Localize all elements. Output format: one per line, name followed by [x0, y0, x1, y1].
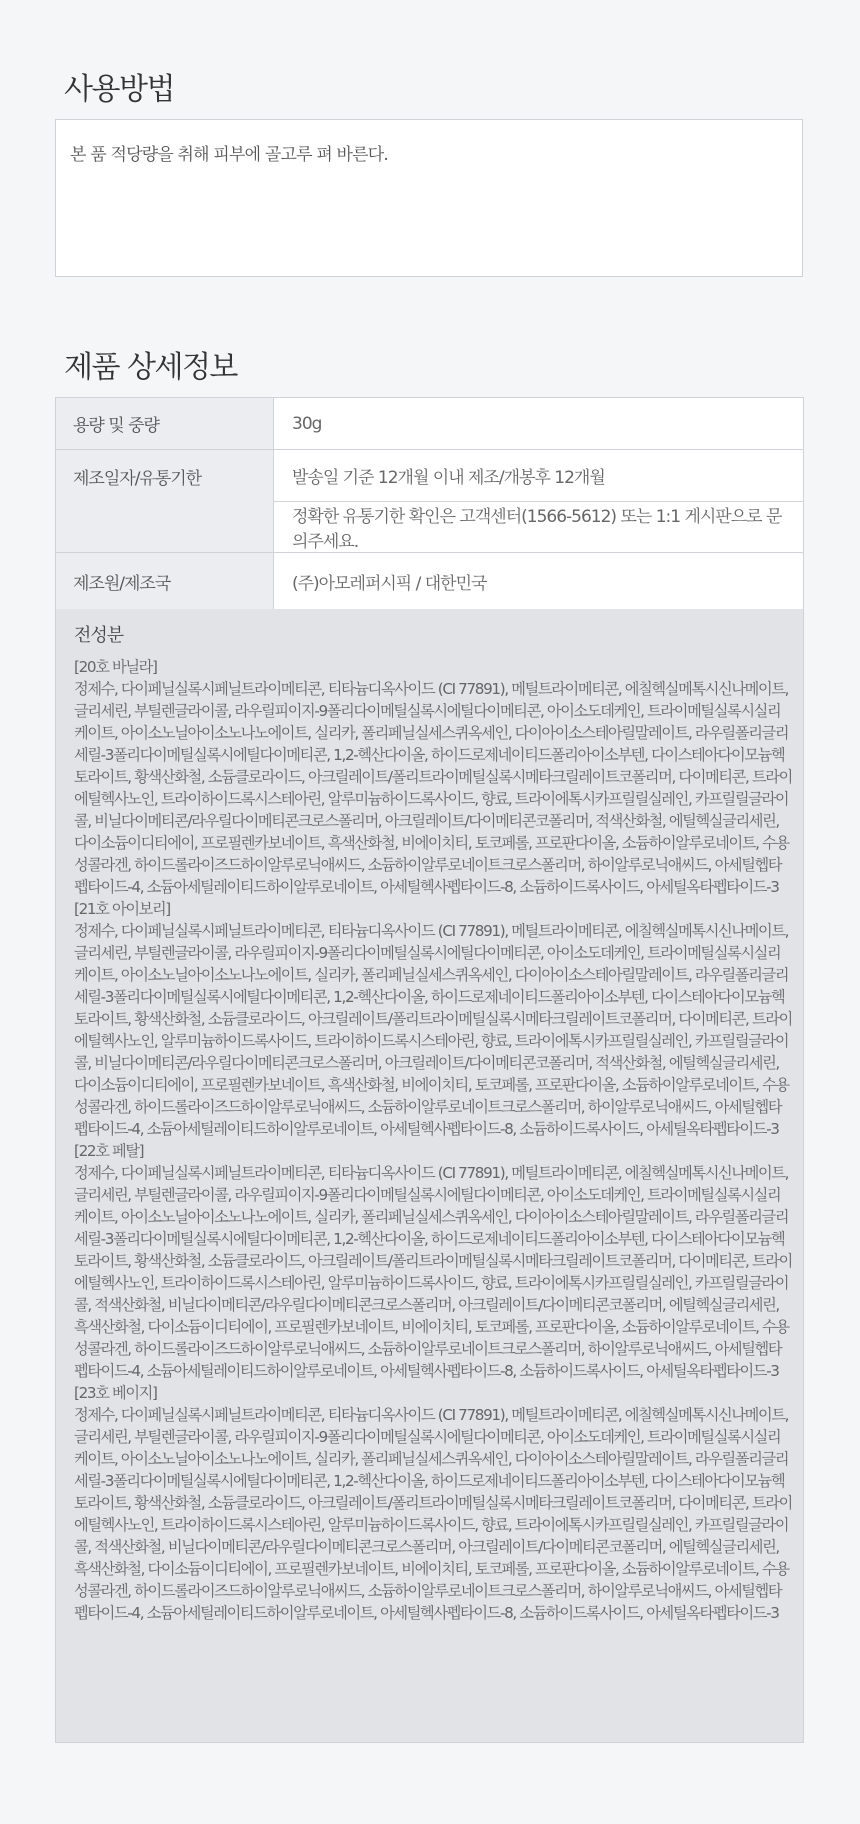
manufacturer-label: 제조원/제조국	[56, 553, 274, 610]
capacity-value: 30g	[274, 398, 804, 450]
ingredient-shade-name: [20호 바닐라]	[74, 658, 157, 676]
usage-box	[55, 119, 803, 277]
ingredient-shade-name: [21호 아이보리]	[74, 900, 170, 918]
ingredient-list-text: 정제수, 다이페닐실록시페닐트라이메티콘, 티타늄디옥사이드 (CI 77891), 메틸트라이메티콘, 에칠헥실메톡시신나메이트, 글리세린, 부틸렌글라이콜, 라우릴피이지-9폴리다이메틸실록시에틸다이메티콘, 아이소도데케인, 트라이메틸실록시실리케이트, 아이소노닐아이소노나노에이트, 실리카, 폴리페닐실세스퀴옥세인, 다이아이소스테아릴말레이트, 라우릴폴리글리세릴-3폴리다이메틸실록시에틸다이메티콘, 1,2-헥산다이올, 하이드로제네이티드폴리아이소부텐, 다이스테아다이모늄헥토라이트, 황색산화철, 소듐클로라이드, 아크릴레이트/폴리트라이메틸실록시메타크릴레이트코폴리머, 다이메티콘, 트라이에틸헥사노인, 알루미늄하이드록사이드, 트라이하이드록시스테아린, 향료, 트라이에톡시카프릴릴실레인, 카프릴릴글라이콜, 비닐다이메티콘/라우릴다이메티콘크로스폴리머, 아크릴레이트/다이메티콘코폴리머, 적색산화철, 에틸헥실글리세린, 다이소듐이디티에이, 프로필렌카보네이트, 흑색산화철, 비에이치티, 토코페롤, 프로판다이올, 소듐하이알루로네이트, 수용성콜라겐, 하이드롤라이즈드하이알루로닉애씨드, 소듐하이알루로네이트크로스폴리머, 하이알루로닉애씨드, 아세틸헵타펩타이드-4, 소듐아세틸레이티드하이알루로네이트, 아세틸헥사펩타이드-8, 소듐하이드록사이드, 아세틸옥타펩타이드-3	[74, 922, 792, 1138]
usage-section-title: 사용방법	[64, 72, 174, 107]
expiry-note: 정확한 유통기한 확인은 고객센터(1566-5612) 또는 1:1 게시판으로 문의주세요.	[274, 502, 804, 553]
ingredient-list-text: 정제수, 다이페닐실록시페닐트라이메티콘, 티타늄디옥사이드 (CI 77891), 메틸트라이메티콘, 에칠헥실메톡시신나메이트, 글리세린, 부틸렌글라이콜, 라우릴피이지-9폴리다이메틸실록시에틸다이메티콘, 아이소도데케인, 트라이메틸실록시실리케이트, 아이소노닐아이소노나노에이트, 실리카, 폴리페닐실세스퀴옥세인, 다이아이소스테아릴말레이트, 라우릴폴리글리세릴-3폴리다이메틸실록시에틸다이메티콘, 1,2-헥산다이올, 하이드로제네이티드폴리아이소부텐, 다이스테아다이모늄헥토라이트, 황색산화철, 소듐클로라이드, 아크릴레이트/폴리트라이메틸실록시메타크릴레이트코폴리머, 다이메티콘, 트라이에틸헥사노인, 트라이하이드록시스테아린, 알루미늄하이드록사이드, 향료, 트라이에톡시카프릴릴실레인, 카프릴릴글라이콜, 적색산화철, 비닐다이메티콘/라우릴다이메티콘크로스폴리머, 아크릴레이트/다이메티콘코폴리머, 에틸헥실글리세린, 흑색산화철, 다이소듐이디티에이, 프로필렌카보네이트, 비에이치티, 토코페롤, 프로판다이올, 소듐하이알루로네이트, 수용성콜라겐, 하이드롤라이즈드하이알루로닉애씨드, 소듐하이알루로네이트크로스폴리머, 하이알루로닉애씨드, 아세틸헵타펩타이드-4, 소듐아세틸레이티드하이알루로네이트, 아세틸헥사펩타이드-8, 소듐하이드록사이드, 아세틸옥타펩타이드-3	[74, 1164, 792, 1380]
ingredient-list-text: 정제수, 다이페닐실록시페닐트라이메티콘, 티타늄디옥사이드 (CI 77891), 메틸트라이메티콘, 에칠헥실메톡시신나메이트, 글리세린, 부틸렌글라이콜, 라우릴피이지-9폴리다이메틸실록시에틸다이메티콘, 아이소도데케인, 트라이메틸실록시실리케이트, 아이소노닐아이소노나노에이트, 실리카, 폴리페닐실세스퀴옥세인, 다이아이소스테아릴말레이트, 라우릴폴리글리세릴-3폴리다이메틸실록시에틸다이메티콘, 1,2-헥산다이올, 하이드로제네이티드폴리아이소부텐, 다이스테아다이모늄헥토라이트, 황색산화철, 소듐클로라이드, 아크릴레이트/폴리트라이메틸실록시메타크릴레이트코폴리머, 다이메티콘, 트라이에틸헥사노인, 트라이하이드록시스테아린, 알루미늄하이드록사이드, 향료, 트라이에톡시카프릴릴실레인, 카프릴릴글라이콜, 비닐다이메티콘/라우릴다이메티콘크로스폴리머, 아크릴레이트/다이메티콘코폴리머, 적색산화철, 에틸헥실글리세린, 다이소듐이디티에이, 프로필렌카보네이트, 흑색산화철, 비에이치티, 토코페롤, 프로판다이올, 소듐하이알루로네이트, 수용성콜라겐, 하이드롤라이즈드하이알루로닉애씨드, 소듐하이알루로네이트크로스폴리머, 하이알루로닉애씨드, 아세틸헵타펩타이드-4, 소듐아세틸레이티드하이알루로네이트, 아세틸헥사펩타이드-8, 소듐하이드록사이드, 아세틸옥타펩타이드-3	[74, 680, 792, 896]
ingredient-group	[74, 656, 793, 898]
table-row	[56, 398, 804, 450]
ingredient-shade-name: [22호 페탈]	[74, 1142, 144, 1160]
ingredients-panel	[55, 609, 804, 1743]
product-detail-table	[55, 397, 804, 610]
ingredient-group	[74, 898, 793, 1140]
ingredient-shade-name: [23호 베이지]	[74, 1384, 157, 1402]
ingredient-group	[74, 1382, 793, 1624]
table-row	[56, 553, 804, 610]
manufacturer-value: (주)아모레퍼시픽 / 대한민국	[274, 553, 804, 610]
ingredient-list-text: 정제수, 다이페닐실록시페닐트라이메티콘, 티타늄디옥사이드 (CI 77891), 메틸트라이메티콘, 에칠헥실메톡시신나메이트, 글리세린, 부틸렌글라이콜, 라우릴피이지-9폴리다이메틸실록시에틸다이메티콘, 아이소도데케인, 트라이메틸실록시실리케이트, 아이소노닐아이소노나노에이트, 실리카, 폴리페닐실세스퀴옥세인, 다이아이소스테아릴말레이트, 라우릴폴리글리세릴-3폴리다이메틸실록시에틸다이메티콘, 1,2-헥산다이올, 하이드로제네이티드폴리아이소부텐, 다이스테아다이모늄헥토라이트, 황색산화철, 소듐클로라이드, 아크릴레이트/폴리트라이메틸실록시메타크릴레이트코폴리머, 다이메티콘, 트라이에틸헥사노인, 트라이하이드록시스테아린, 알루미늄하이드록사이드, 향료, 트라이에톡시카프릴릴실레인, 카프릴릴글라이콜, 적색산화철, 비닐다이메티콘/라우릴다이메티콘크로스폴리머, 아크릴레이트/다이메티콘코폴리머, 에틸헥실글리세린, 흑색산화철, 다이소듐이디티에이, 프로필렌카보네이트, 비에이치티, 토코페롤, 프로판다이올, 소듐하이알루로네이트, 수용성콜라겐, 하이드롤라이즈드하이알루로닉애씨드, 소듐하이알루로네이트크로스폴리머, 하이알루로닉애씨드, 아세틸헵타펩타이드-4, 소듐아세틸레이티드하이알루로네이트, 아세틸헥사펩타이드-8, 소듐하이드록사이드, 아세틸옥타펩타이드-3	[74, 1406, 792, 1622]
expiry-label: 제조일자/유통기한	[56, 450, 274, 553]
ingredient-group	[74, 1140, 793, 1382]
table-row	[56, 450, 804, 502]
expiry-value: 발송일 기준 12개월 이내 제조/개봉후 12개월	[274, 450, 804, 502]
detail-section-title: 제품 상세정보	[64, 350, 237, 385]
usage-text: 본 품 적당량을 취해 피부에 골고루 펴 바른다.	[70, 145, 389, 165]
capacity-label: 용량 및 중량	[56, 398, 274, 450]
ingredients-title: 전성분	[74, 625, 124, 646]
